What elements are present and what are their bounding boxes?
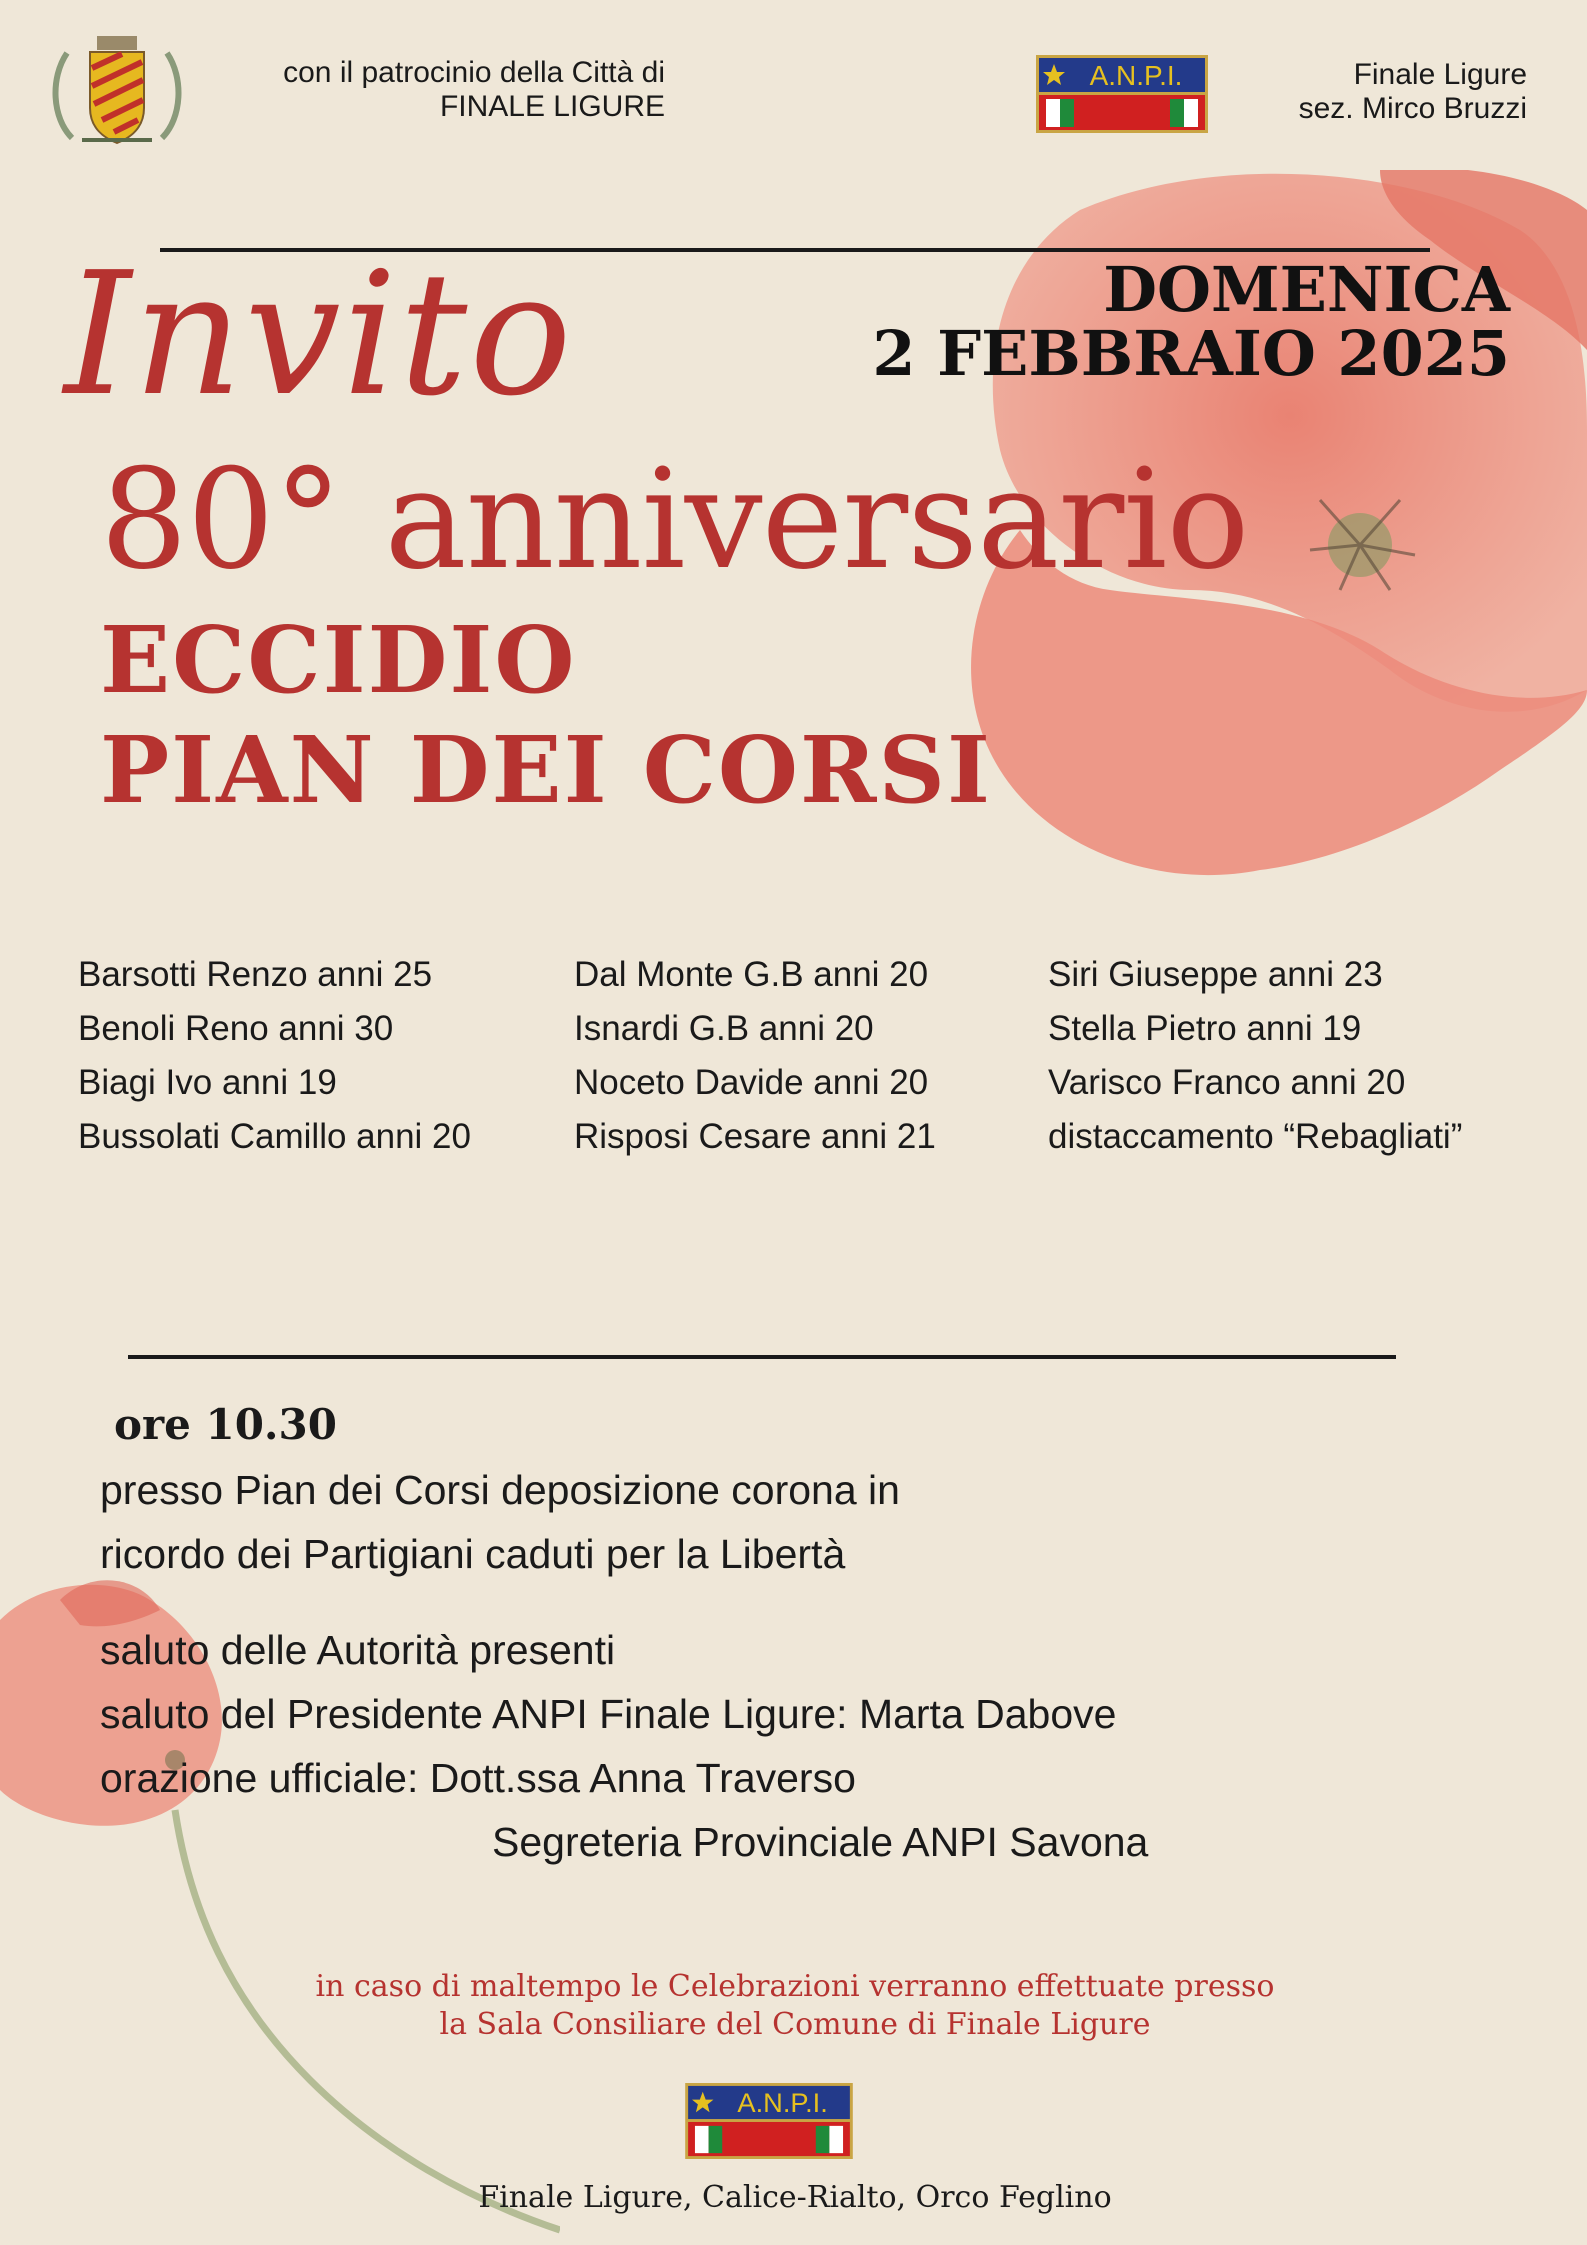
divider-middle [128,1355,1396,1359]
program-line: orazione ufficiale: Dott.ssa Anna Traverso [100,1755,856,1801]
program-line: ricordo dei Partigiani caduti per la Libertà [100,1531,846,1577]
anpi-logo-label: A.N.P.I. [1089,60,1183,91]
detachment-name: distaccamento “Rebagliati” [1048,1117,1463,1156]
program-ceremony [100,1458,900,1586]
event-day: DOMENICA [1103,253,1510,326]
weather-notice [200,1968,1390,2044]
victim-entry: Barsotti Renzo anni 25 [78,955,433,994]
victim-entry: Varisco Franco anni 20 [1048,1063,1406,1102]
victim-entry: Dal Monte G.B anni 20 [574,955,929,994]
event-time: ore 10.30 [114,1400,338,1449]
section-line1: Finale Ligure [1353,58,1527,91]
victims-column-1 [78,948,471,1164]
victim-entry: Noceto Davide anni 20 [574,1063,929,1102]
victim-entry: Siri Giuseppe anni 23 [1048,955,1383,994]
victim-entry: Stella Pietro anni 19 [1048,1009,1362,1048]
anpi-section-text [1230,58,1527,126]
patronage-line1: con il patrocinio della Città di [283,56,665,89]
event-title-line1: ECCIDIO [100,606,577,714]
section-line2: sez. Mirco Bruzzi [1298,92,1527,125]
anniversary-heading: 80° anniversario [100,439,1249,600]
victim-entry: Benoli Reno anni 30 [78,1009,394,1048]
event-title-line2: PIAN DEI CORSI [100,716,992,824]
victim-entry: Biagi Ivo anni 19 [78,1063,337,1102]
invite-script-title: Invito [64,236,574,434]
organizing-towns: Finale Ligure, Calice-Rialto, Orco Feglino [478,2180,1112,2215]
victim-entry: Risposi Cesare anni 21 [574,1117,936,1156]
program-line: saluto del Presidente ANPI Finale Ligure: Marta Dabove [100,1691,1117,1737]
victims-column-2 [574,948,936,1164]
victims-column-3 [1048,948,1462,1164]
weather-line1: in caso di maltempo le Celebrazioni verranno effettuate presso [315,1969,1275,2004]
patronage-text [200,56,665,124]
event-title [100,605,992,825]
city-crest-logo [42,28,192,158]
patronage-line2: FINALE LIGURE [439,90,665,123]
anpi-logo-label: A.N.P.I. [737,2087,828,2119]
weather-line2: la Sala Consiliare del Comune di Finale Ligure [439,2007,1151,2042]
program-line: Segreteria Provinciale ANPI Savona [492,1819,1149,1865]
victim-entry: Bussolati Camillo anni 20 [78,1117,471,1156]
program-line: saluto delle Autorità presenti [100,1627,616,1673]
event-date [760,253,1510,390]
victim-entry: Isnardi G.B anni 20 [574,1009,874,1048]
program-speeches [100,1618,1148,1874]
event-full-date: 2 FEBBRAIO 2025 [872,317,1510,390]
program-line: presso Pian dei Corsi deposizione corona in [100,1467,900,1513]
anpi-logo-footer [684,2083,854,2159]
anpi-logo [1036,55,1208,133]
